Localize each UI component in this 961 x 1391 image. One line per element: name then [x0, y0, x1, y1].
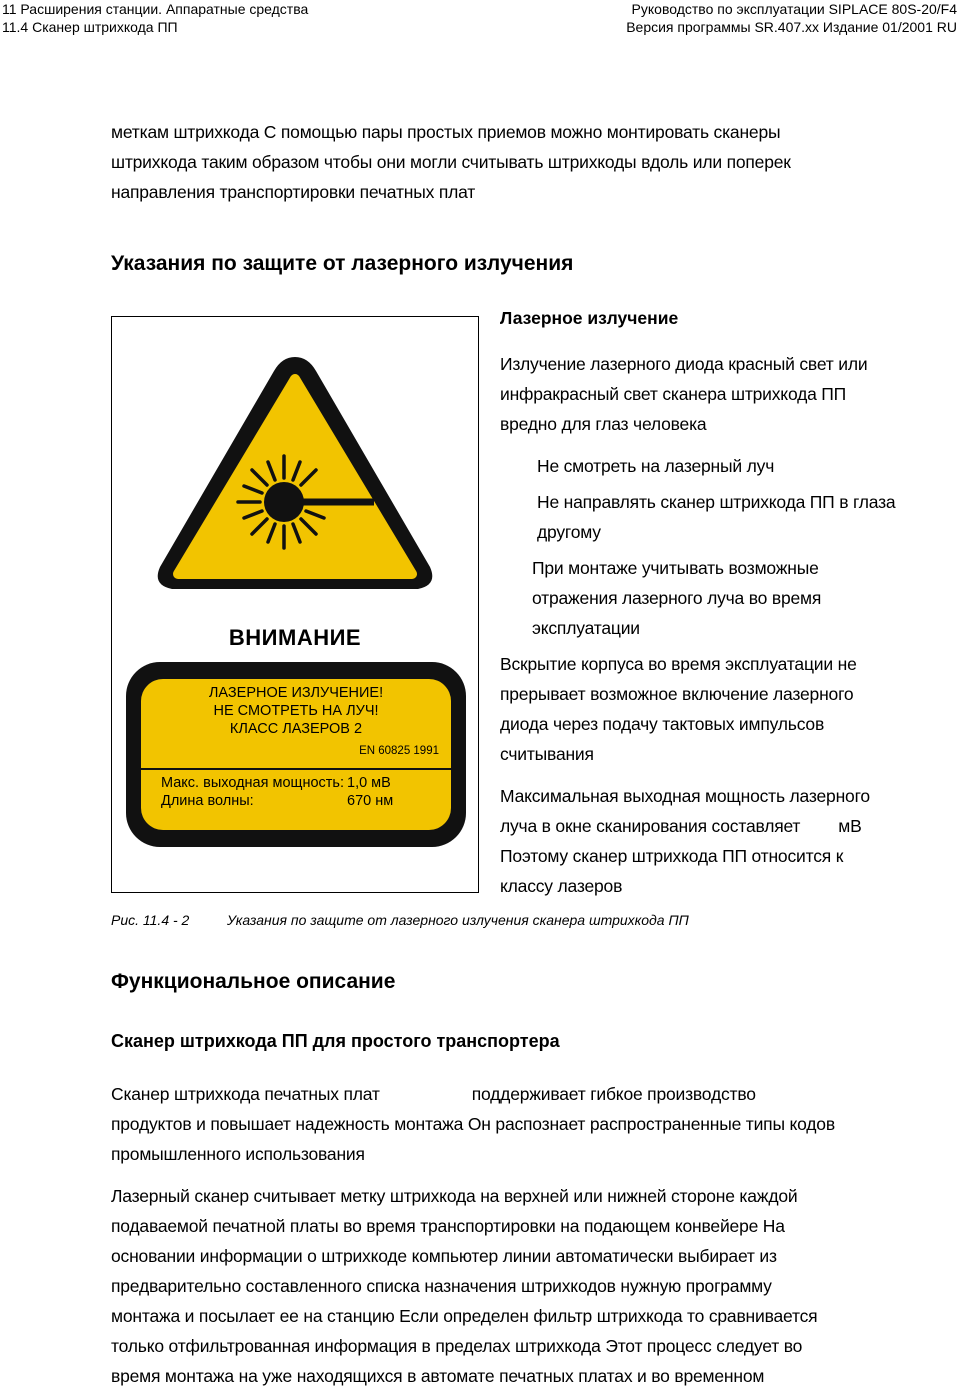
section-heading-functional-description: Функциональное описание: [111, 970, 396, 993]
figure-caption-text: Указания по защите от лазерного излучения сканера штрихкода ПП: [227, 912, 689, 928]
text-line: промышленного использования: [111, 1144, 365, 1164]
running-header-left: [2, 0, 308, 36]
sign-warning-title: ВНИМАНИЕ: [228, 625, 362, 650]
list-item: [532, 553, 821, 643]
text-line: считывания: [500, 744, 594, 764]
text-line: Лазерный сканер считывает метку штрихкода на верхней или нижней стороне каждой: [111, 1186, 798, 1206]
plate-standard: EN 60825 1991: [359, 745, 439, 757]
intro-paragraph: [111, 117, 791, 207]
safety-rule-dont-aim-cont: другому: [537, 522, 601, 542]
figure-caption: [111, 912, 689, 928]
text-line: подаваемой печатной платы во время транспортировки на подающем конвейере На: [111, 1216, 785, 1236]
list-item: [537, 451, 774, 481]
running-header-right: [626, 0, 957, 36]
scanner-benefit-text: поддерживает гибкое производство: [471, 1084, 756, 1104]
text-line: классу лазеров: [500, 876, 623, 896]
max-power-paragraph: [500, 781, 870, 901]
header-section: 11.4 Сканер штрихкода ПП: [2, 19, 178, 35]
housing-warning-paragraph: [500, 649, 857, 769]
plate-divider: [141, 768, 451, 770]
text-line: отражения лазерного луча во время: [532, 588, 822, 608]
scanner-name-text: Сканер штрихкода печатных плат: [111, 1084, 380, 1104]
text-line: инфракрасный свет сканера штрихкода ПП: [500, 384, 847, 404]
figure-label: Рис. 11.4 - 2: [111, 912, 190, 928]
section-heading-laser-safety: Указания по защите от лазерного излучения: [111, 252, 574, 275]
power-unit: мВ: [838, 816, 862, 836]
subheading-laser-radiation: Лазерное излучение: [500, 308, 679, 328]
text-line: Поэтому сканер штрихкода ПП относится к: [500, 846, 844, 866]
power-window-text: луча в окне сканирования составляет: [500, 816, 801, 836]
text-line: прерывает возможное включение лазерного: [500, 684, 854, 704]
text-line: [111, 1079, 835, 1109]
plate-wavelength-label: Длина волны:: [161, 793, 254, 809]
text-line: время монтажа на уже находящихся в автомате печатных платах и во временном: [111, 1366, 765, 1386]
text-line: направления транспортировки печатных плат: [111, 182, 476, 202]
header-chapter: 11 Расширения станции. Аппаратные средства: [2, 1, 309, 17]
text-line: только отфильтрованная информация в пределах штрихкода Этот процесс следует во: [111, 1336, 803, 1356]
safety-rule-dont-aim: Не направлять сканер штрихкода ПП в глаза: [537, 492, 896, 512]
plate-line-radiation: ЛАЗЕРНОЕ ИЗЛУЧЕНИЕ!: [208, 685, 384, 701]
text-line: меткам штрихкода С помощью пары простых приемов можно монтировать сканеры: [111, 122, 781, 142]
subheading-scanner-simple-conveyor: Сканер штрихкода ПП для простого транспортера: [111, 1031, 560, 1051]
laser-warning-figure: [111, 316, 479, 893]
text-line: монтажа и посылает ее на станцию Если определен фильтр штрихкода то сравнивается: [111, 1306, 818, 1326]
plate-line-laser-class: КЛАСС ЛАЗЕРОВ 2: [229, 721, 363, 737]
header-version: Версия программы SR.407.xx Издание 01/2001 RU: [626, 19, 957, 35]
text-line: Максимальная выходная мощность лазерного: [500, 786, 870, 806]
plate-power-value: 1,0 мВ: [347, 775, 391, 791]
plate-line-dont-look: НЕ СМОТРЕТЬ НА ЛУЧ!: [213, 703, 379, 719]
safety-rule-dont-look: Не смотреть на лазерный луч: [537, 456, 775, 476]
safety-rule-reflections: При монтаже учитывать возможные: [532, 558, 819, 578]
plate-power-label: Макс. выходная мощность:: [161, 775, 344, 791]
text-line: штрихкода таким образом чтобы они могли считывать штрихкоды вдоль или поперек: [111, 152, 791, 172]
scanner-process-paragraph: [111, 1181, 817, 1391]
laser-class-label-plate: [126, 662, 466, 847]
text-line: предварительно составленного списка назначения штрихкодов нужную программу: [111, 1276, 772, 1296]
laser-hazard-paragraph: [500, 349, 867, 439]
plate-wavelength-value: 670 нм: [347, 793, 394, 809]
text-line: продуктов и повышает надежность монтажа Он распознает распространенные типы кодов: [111, 1114, 835, 1134]
text-line: вредно для глаз человека: [500, 414, 707, 434]
text-line: [500, 811, 870, 841]
text-line: основании информации о штрихкоде компьютер линии автоматически выбирает из: [111, 1246, 777, 1266]
text-line: эксплуатации: [532, 618, 640, 638]
list-item: [537, 487, 895, 547]
scanner-intro-paragraph: [111, 1079, 835, 1169]
text-line: диода через подачу тактовых импульсов: [500, 714, 825, 734]
text-line: Вскрытие корпуса во время эксплуатации не: [500, 654, 857, 674]
header-manual-title: Руководство по эксплуатации SIPLACE 80S-20/F4: [631, 1, 957, 17]
label-plate-inner: [141, 679, 451, 830]
text-line: Излучение лазерного диода красный свет или: [500, 354, 868, 374]
laser-warning-triangle-icon: [112, 317, 478, 617]
